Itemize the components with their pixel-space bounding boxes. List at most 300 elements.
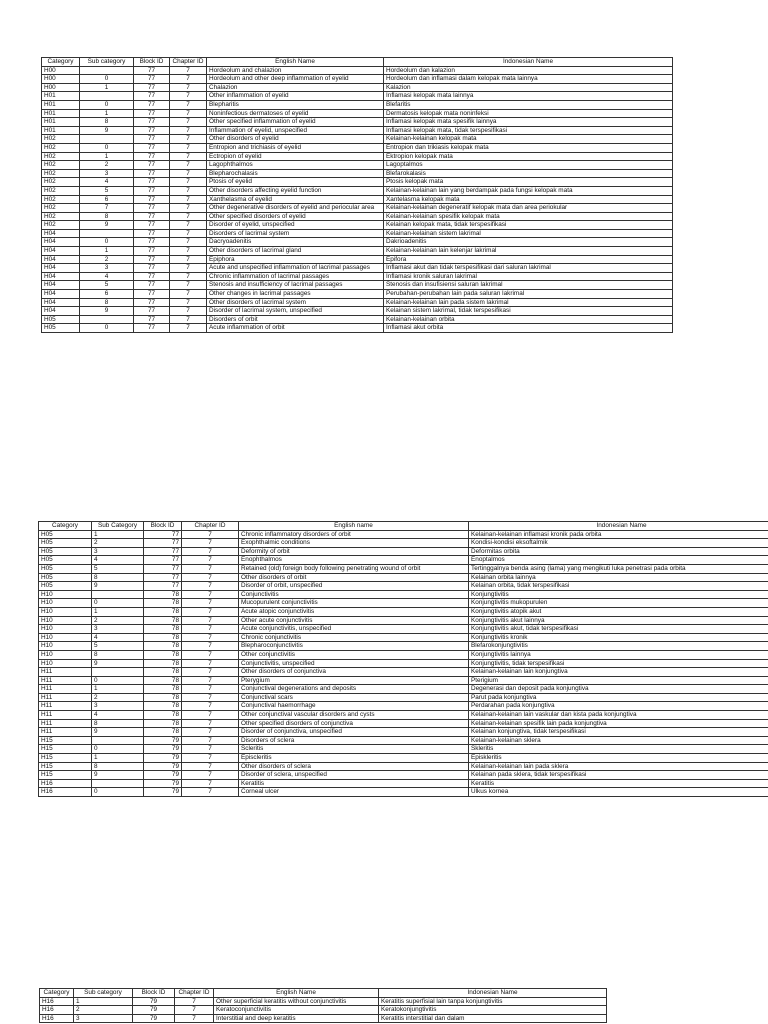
subcategory-cell [92, 668, 144, 677]
indonesian-name-cell: Kelainan-kelainan orbita [384, 315, 673, 324]
indonesian-name-cell: Inflamasi akut orbita [384, 324, 673, 333]
category-cell: H02 [42, 152, 80, 161]
block-id-cell: 77 [134, 281, 170, 290]
category-cell: H04 [42, 264, 80, 273]
subcategory-cell: 1 [80, 83, 134, 92]
table-row [42, 135, 673, 144]
subcategory-cell: 8 [80, 212, 134, 221]
chapter-id-cell: 7 [170, 195, 207, 204]
indonesian-name-cell: Dermatosis kelopak mata noninfeksi [384, 109, 673, 118]
block-id-cell: 77 [134, 143, 170, 152]
english-name-cell: Noninfectious dermatoses of eyelid [207, 109, 384, 118]
english-name-cell: Stenosis and insufficiency of lacrimal passages [207, 281, 384, 290]
chapter-id-cell: 7 [170, 315, 207, 324]
chapter-id-cell: 7 [182, 642, 239, 651]
table-row [39, 754, 768, 763]
block-id-cell: 77 [134, 152, 170, 161]
english-name-cell: Disorder of eyelid, unspecified [207, 221, 384, 230]
block-id-cell: 78 [144, 625, 182, 634]
block-id-cell: 77 [134, 66, 170, 75]
table-row [42, 83, 673, 92]
table-row [39, 779, 768, 788]
table-header-row [40, 989, 607, 998]
category-cell: H05 [39, 564, 92, 573]
category-cell: H10 [39, 616, 92, 625]
chapter-id-cell: 7 [170, 281, 207, 290]
indonesian-name-cell: Entropion dan trikiasis kelopak mata [384, 143, 673, 152]
table-row [42, 75, 673, 84]
english-name-cell: Ptosis of eyelid [207, 178, 384, 187]
category-cell: H11 [39, 702, 92, 711]
table-row [39, 539, 768, 548]
table-row [42, 186, 673, 195]
subcategory-cell: 9 [80, 221, 134, 230]
chapter-id-cell: 7 [182, 668, 239, 677]
subcategory-cell: 9 [80, 126, 134, 135]
english-name-cell: Corneal ulcer [239, 788, 469, 797]
english-name-cell: Other disorders of lacrimal system [207, 298, 384, 307]
english-name-cell: Other changes in lacrimal passages [207, 290, 384, 299]
icd-table-2 [38, 521, 768, 797]
indonesian-name-cell: Konjungtivitis lainnya [469, 650, 768, 659]
table-row [40, 1006, 607, 1015]
subcategory-cell: 8 [92, 573, 144, 582]
table-row [39, 702, 768, 711]
block-id-cell: 77 [134, 324, 170, 333]
table-row [39, 607, 768, 616]
block-id-cell: 78 [144, 599, 182, 608]
subcategory-cell: 9 [92, 659, 144, 668]
category-cell: H05 [39, 556, 92, 565]
table-row [39, 530, 768, 539]
table-row [42, 212, 673, 221]
english-name-cell: Other disorders of conjunctiva [239, 668, 469, 677]
subcategory-cell: 3 [92, 702, 144, 711]
table-row [39, 745, 768, 754]
table-row [42, 264, 673, 273]
indonesian-name-cell: Kelainan-kelainan sistem lakrimal [384, 229, 673, 238]
english-name-cell: Hordeolum and chalazion [207, 66, 384, 75]
category-cell: H05 [39, 582, 92, 591]
table-row [42, 109, 673, 118]
indonesian-name-cell: Epifora [384, 255, 673, 264]
english-name-cell: Other specified inflammation of eyelid [207, 118, 384, 127]
subcategory-cell [92, 779, 144, 788]
subcategory-cell: 3 [92, 547, 144, 556]
chapter-id-cell: 7 [170, 307, 207, 316]
indonesian-name-cell: Kelainan-kelainan degeneratif kelopak mata dan area periokular [384, 204, 673, 213]
indonesian-name-cell: Kelainan-kelainan lain yang berdampak pada fungsi kelopak mata [384, 186, 673, 195]
category-header: Category [42, 58, 80, 67]
indonesian-name-header: Indonesian Name [469, 522, 768, 531]
table-row [42, 281, 673, 290]
english-name-cell: Other disorders of eyelid [207, 135, 384, 144]
category-cell: H11 [39, 693, 92, 702]
chapter-id-cell: 7 [182, 762, 239, 771]
table-row [42, 290, 673, 299]
chapter-id-cell: 7 [170, 75, 207, 84]
block-id-cell: 79 [133, 997, 175, 1006]
chapter-id-cell: 7 [170, 118, 207, 127]
table-row [42, 307, 673, 316]
indonesian-name-cell: Inflamasi akut dan tidak terspesifikasi dari saluran lakrimal [384, 264, 673, 273]
english-name-header: English Name [214, 989, 379, 998]
english-name-cell: Conjunctivitis, unspecified [239, 659, 469, 668]
category-cell: H04 [42, 229, 80, 238]
chapter-id-cell: 7 [182, 564, 239, 573]
table-row [39, 771, 768, 780]
indonesian-name-cell: Inflamasi kronik saluran lakrimal [384, 272, 673, 281]
subcategory-cell: 0 [80, 143, 134, 152]
category-cell: H05 [39, 573, 92, 582]
block-id-header: Block ID [133, 989, 175, 998]
indonesian-name-cell: Blefaritis [384, 100, 673, 109]
table-row [42, 229, 673, 238]
indonesian-name-cell: Xantelasma kelopak mata [384, 195, 673, 204]
category-cell: H02 [42, 161, 80, 170]
subcategory-cell: 3 [80, 169, 134, 178]
subcategory-cell [80, 315, 134, 324]
category-cell: H11 [39, 719, 92, 728]
block-id-cell: 77 [134, 92, 170, 101]
english-name-cell: Other inflammation of eyelid [207, 92, 384, 101]
block-id-cell: 77 [134, 272, 170, 281]
table-row [42, 161, 673, 170]
indonesian-name-cell: Kelainan-kelainan spesifik kelopak mata [384, 212, 673, 221]
table-header-row [39, 522, 768, 531]
indonesian-name-cell: Kalazion [384, 83, 673, 92]
english-name-cell: Exophthalmic conditions [239, 539, 469, 548]
block-id-cell: 77 [134, 247, 170, 256]
category-cell: H04 [42, 281, 80, 290]
table-row [42, 143, 673, 152]
block-id-cell: 77 [134, 118, 170, 127]
block-id-cell: 78 [144, 607, 182, 616]
category-cell: H15 [39, 762, 92, 771]
english-name-cell: Epiphora [207, 255, 384, 264]
category-cell: H05 [42, 315, 80, 324]
block-id-cell: 78 [144, 590, 182, 599]
indonesian-name-cell: Kelainan sistem lakrimal, tidak terspesifikasi [384, 307, 673, 316]
block-id-cell: 77 [144, 539, 182, 548]
block-id-cell: 77 [144, 556, 182, 565]
block-id-cell: 78 [144, 719, 182, 728]
block-id-cell: 77 [134, 315, 170, 324]
indonesian-name-cell: Konjungtivitis [469, 590, 768, 599]
indonesian-name-cell: Stenosis dan insufisiensi saluran lakrimal [384, 281, 673, 290]
table-row [39, 719, 768, 728]
subcategory-cell: 5 [92, 642, 144, 651]
english-name-cell: Conjunctival scars [239, 693, 469, 702]
block-id-cell: 77 [134, 221, 170, 230]
block-id-cell: 77 [134, 238, 170, 247]
english-name-cell: Chronic inflammatory disorders of orbit [239, 530, 469, 539]
indonesian-name-cell: Deformitas orbita [469, 547, 768, 556]
block-id-cell: 78 [144, 616, 182, 625]
block-id-cell: 77 [144, 582, 182, 591]
category-cell: H10 [39, 659, 92, 668]
block-id-header: Block ID [134, 58, 170, 67]
table-row [42, 272, 673, 281]
indonesian-name-cell: Keratitis [469, 779, 768, 788]
english-name-cell: Blepharoconjunctivitis [239, 642, 469, 651]
table-row [39, 642, 768, 651]
category-cell: H02 [42, 135, 80, 144]
block-id-cell: 79 [144, 771, 182, 780]
table-row [42, 247, 673, 256]
english-name-cell: Disorder of lacrimal system, unspecified [207, 307, 384, 316]
category-cell: H16 [40, 997, 74, 1006]
category-cell: H05 [39, 547, 92, 556]
english-name-cell: Dacryoadenitis [207, 238, 384, 247]
subcategory-cell: 1 [80, 247, 134, 256]
chapter-id-cell: 7 [170, 272, 207, 281]
english-name-cell: Scleritis [239, 745, 469, 754]
table-row [39, 590, 768, 599]
english-name-cell: Hordeolum and other deep inflammation of eyelid [207, 75, 384, 84]
english-name-cell: Other acute conjunctivitis [239, 616, 469, 625]
english-name-cell: Conjunctivitis [239, 590, 469, 599]
subcategory-cell: 3 [92, 625, 144, 634]
english-name-cell: Disorders of sclera [239, 736, 469, 745]
block-id-cell: 77 [134, 75, 170, 84]
category-cell: H15 [39, 736, 92, 745]
subcategory-cell [80, 135, 134, 144]
indonesian-name-cell: Pterigium [469, 676, 768, 685]
indonesian-name-cell: Episkleritis [469, 754, 768, 763]
english-name-cell: Other degenerative disorders of eyelid and periocular area [207, 204, 384, 213]
category-cell: H01 [42, 92, 80, 101]
chapter-id-cell: 7 [182, 693, 239, 702]
chapter-id-cell: 7 [182, 736, 239, 745]
english-name-cell: Other superficial keratitis without conjunctivitis [214, 997, 379, 1006]
chapter-id-cell: 7 [182, 676, 239, 685]
indonesian-name-cell: Hordeolum dan inflamasi dalam kelopak mata lainnya [384, 75, 673, 84]
english-name-cell: Other specified disorders of conjunctiva [239, 719, 469, 728]
category-cell: H04 [42, 290, 80, 299]
table-row [39, 650, 768, 659]
chapter-id-cell: 7 [170, 100, 207, 109]
table-row [39, 668, 768, 677]
subcategory-cell: 0 [80, 324, 134, 333]
english-name-cell: Retained (old) foreign body following penetrating wound of orbit [239, 564, 469, 573]
category-cell: H10 [39, 607, 92, 616]
chapter-id-cell: 7 [170, 255, 207, 264]
block-id-cell: 77 [144, 573, 182, 582]
english-name-cell: Acute inflammation of orbit [207, 324, 384, 333]
category-cell: H01 [42, 118, 80, 127]
block-id-cell: 78 [144, 685, 182, 694]
chapter-id-cell: 7 [170, 161, 207, 170]
subcategory-header: Sub category [74, 989, 133, 998]
chapter-id-cell: 7 [170, 264, 207, 273]
block-id-cell: 77 [134, 307, 170, 316]
english-name-cell: Other disorders of sclera [239, 762, 469, 771]
block-id-cell: 77 [134, 126, 170, 135]
category-cell: H01 [42, 100, 80, 109]
indonesian-name-cell: Dakrioadenitis [384, 238, 673, 247]
english-name-cell: Other disorders affecting eyelid function [207, 186, 384, 195]
subcategory-header: Sub category [80, 58, 134, 67]
category-cell: H10 [39, 590, 92, 599]
english-name-cell: Conjunctival degenerations and deposits [239, 685, 469, 694]
table-row [42, 324, 673, 333]
chapter-id-cell: 7 [182, 745, 239, 754]
indonesian-name-cell: Perubahan-perubahan lain pada saluran lakrimal [384, 290, 673, 299]
table-row [42, 152, 673, 161]
chapter-id-cell: 7 [170, 83, 207, 92]
indonesian-name-cell: Kelainan-kelainan lain vaskular dan kista pada konjungtiva [469, 711, 768, 720]
indonesian-name-cell: Kelainan-kelainan kelopak mata [384, 135, 673, 144]
block-id-cell: 79 [144, 788, 182, 797]
chapter-id-cell: 7 [170, 229, 207, 238]
chapter-id-cell: 7 [182, 659, 239, 668]
category-cell: H11 [39, 668, 92, 677]
block-id-cell: 78 [144, 693, 182, 702]
subcategory-cell: 1 [80, 152, 134, 161]
table-row [42, 178, 673, 187]
block-id-cell: 77 [144, 530, 182, 539]
table-row [39, 564, 768, 573]
chapter-id-cell: 7 [170, 92, 207, 101]
subcategory-cell [80, 92, 134, 101]
icd-table-3 [39, 988, 607, 1023]
table-row [39, 685, 768, 694]
subcategory-cell: 0 [92, 676, 144, 685]
indonesian-name-cell: Konjungtivitis, tidak terspesifikasi [469, 659, 768, 668]
table-row [39, 788, 768, 797]
block-id-cell: 77 [134, 229, 170, 238]
category-cell: H11 [39, 685, 92, 694]
category-cell: H02 [42, 169, 80, 178]
table-row [42, 298, 673, 307]
block-id-cell: 77 [134, 212, 170, 221]
indonesian-name-cell: Kelainan-kelainan sklera [469, 736, 768, 745]
indonesian-name-cell: Konjungtivitis kronik [469, 633, 768, 642]
indonesian-name-cell: Inflamasi kelopak mata, tidak terspesifikasi [384, 126, 673, 135]
subcategory-cell: 9 [92, 728, 144, 737]
category-cell: H16 [40, 1014, 74, 1023]
indonesian-name-cell: Tertinggalnya benda asing (lama) yang mengikuti luka penetrasi pada orbita [469, 564, 768, 573]
block-id-cell: 77 [134, 264, 170, 273]
category-cell: H02 [42, 143, 80, 152]
table-row [42, 221, 673, 230]
english-name-cell: Enophthalmos [239, 556, 469, 565]
block-id-cell: 78 [144, 702, 182, 711]
table-row [39, 693, 768, 702]
indonesian-name-cell: Kelainan-kelainan spesifik lain pada konjungtiva [469, 719, 768, 728]
block-id-cell: 78 [144, 633, 182, 642]
table-row [42, 92, 673, 101]
subcategory-cell: 2 [80, 161, 134, 170]
block-id-cell: 79 [133, 1014, 175, 1023]
table-row [39, 676, 768, 685]
english-name-cell: Lagophthalmos [207, 161, 384, 170]
category-cell: H16 [40, 1006, 74, 1015]
icd-table-1 [41, 57, 673, 333]
category-cell: H11 [39, 676, 92, 685]
subcategory-cell: 8 [92, 650, 144, 659]
category-cell: H02 [42, 178, 80, 187]
indonesian-name-cell: Konjungtivitis akut, tidak terspesifikasi [469, 625, 768, 634]
category-header: Category [39, 522, 92, 531]
chapter-id-cell: 7 [182, 599, 239, 608]
indonesian-name-cell: Enoptalmos [469, 556, 768, 565]
english-name-cell: Pterygium [239, 676, 469, 685]
indonesian-name-cell: Hordeolum dan kalazion [384, 66, 673, 75]
subcategory-cell: 1 [92, 754, 144, 763]
indonesian-name-cell: Kelainan-kelainan lain konjungtiva [469, 668, 768, 677]
subcategory-cell: 4 [80, 178, 134, 187]
subcategory-cell: 2 [80, 255, 134, 264]
chapter-id-cell: 7 [182, 556, 239, 565]
english-name-cell: Deformity of orbit [239, 547, 469, 556]
block-id-cell: 78 [144, 668, 182, 677]
indonesian-name-cell: Keratitis superfisial lain tanpa konjungtivitis [379, 997, 607, 1006]
english-name-cell: Disorders of lacrimal system [207, 229, 384, 238]
category-cell: H00 [42, 66, 80, 75]
english-name-cell: Other conjunctival vascular disorders and cysts [239, 711, 469, 720]
chapter-id-cell: 7 [170, 290, 207, 299]
english-name-cell: Other disorders of lacrimal gland [207, 247, 384, 256]
subcategory-cell: 5 [92, 564, 144, 573]
category-cell: H11 [39, 728, 92, 737]
category-cell: H02 [42, 212, 80, 221]
block-id-cell: 77 [134, 255, 170, 264]
english-name-cell: Xanthelasma of eyelid [207, 195, 384, 204]
category-cell: H00 [42, 75, 80, 84]
block-id-cell: 79 [144, 762, 182, 771]
table-row [39, 736, 768, 745]
category-cell: H15 [39, 771, 92, 780]
chapter-id-cell: 7 [182, 650, 239, 659]
subcategory-cell: 2 [92, 693, 144, 702]
block-id-cell: 77 [144, 564, 182, 573]
chapter-id-cell: 7 [170, 152, 207, 161]
subcategory-cell: 1 [92, 530, 144, 539]
chapter-id-cell: 7 [182, 779, 239, 788]
subcategory-cell: 1 [92, 685, 144, 694]
chapter-id-cell: 7 [170, 204, 207, 213]
subcategory-cell: 1 [80, 109, 134, 118]
chapter-id-cell: 7 [170, 109, 207, 118]
table-row [39, 547, 768, 556]
indonesian-name-cell: Kelainan kelopak mata, tidak terspesifikasi [384, 221, 673, 230]
block-id-cell: 77 [134, 298, 170, 307]
chapter-id-cell: 7 [170, 143, 207, 152]
subcategory-cell: 8 [92, 762, 144, 771]
english-name-cell: Ectropion of eyelid [207, 152, 384, 161]
chapter-id-cell: 7 [175, 1014, 214, 1023]
category-cell: H16 [39, 779, 92, 788]
subcategory-cell [80, 229, 134, 238]
indonesian-name-cell: Konjungtivitis atopik akut [469, 607, 768, 616]
english-name-header: English name [239, 522, 469, 531]
category-cell: H15 [39, 745, 92, 754]
chapter-id-cell: 7 [170, 126, 207, 135]
indonesian-name-cell: Kelainan-kelainan inflamasi kronik pada orbita [469, 530, 768, 539]
indonesian-name-cell: Blefarokalasis [384, 169, 673, 178]
indonesian-name-cell: Degenerasi dan deposit pada konjungtiva [469, 685, 768, 694]
chapter-id-cell: 7 [170, 169, 207, 178]
chapter-id-cell: 7 [182, 607, 239, 616]
table-row [40, 997, 607, 1006]
block-id-cell: 77 [134, 178, 170, 187]
table-header-row [42, 58, 673, 67]
category-cell: H01 [42, 109, 80, 118]
english-name-cell: Keratoconjunctivitis [214, 1006, 379, 1015]
indonesian-name-cell: Ulkus kornea [469, 788, 768, 797]
